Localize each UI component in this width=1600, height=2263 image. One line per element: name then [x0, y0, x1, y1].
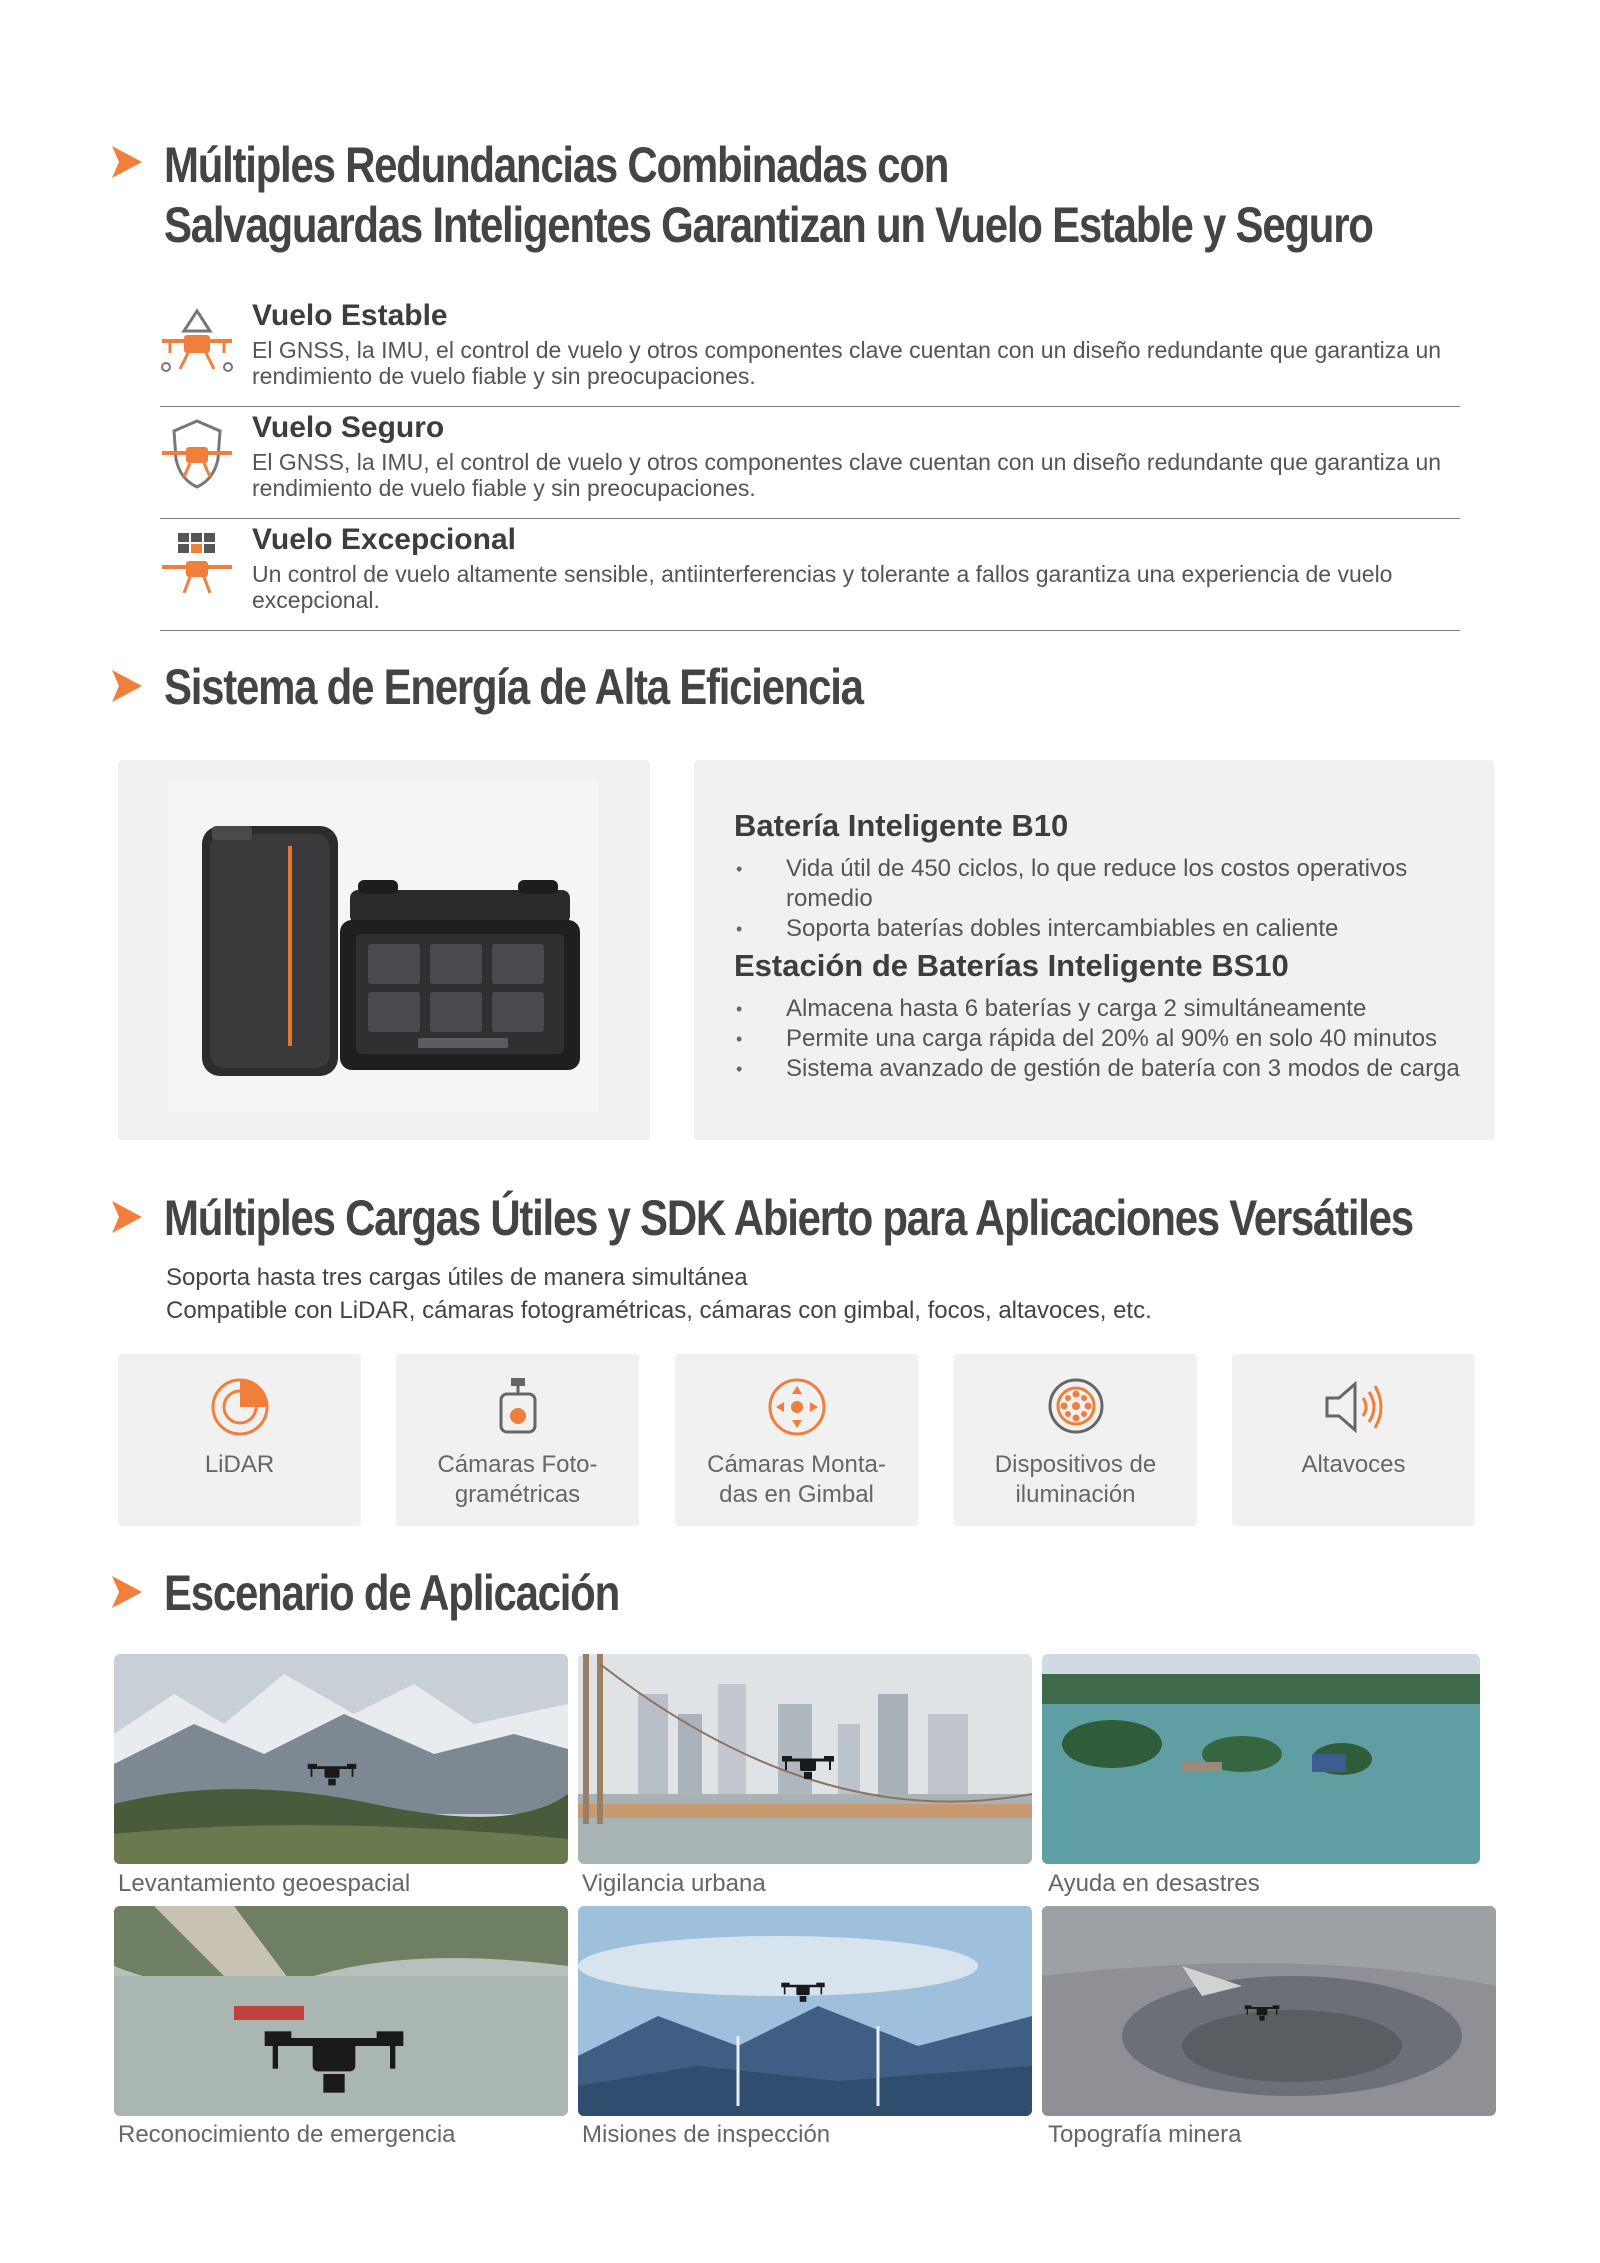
station-bs10-title: Estación de Baterías Inteligente BS10	[734, 948, 1289, 983]
payload-card-gimbal	[675, 1354, 918, 1526]
scene-image-disaster	[1042, 1654, 1480, 1864]
battery-b10-list	[734, 854, 1474, 944]
heading-payloads-text: Múltiples Cargas Útiles y SDK Abierto para Aplicaciones Versátiles	[164, 1190, 1413, 1246]
feature-safe-flight	[160, 409, 1460, 519]
feature-title: Vuelo Excepcional	[252, 523, 516, 556]
scene-caption: Reconocimiento de emergencia	[118, 2121, 456, 2148]
drone-grid-icon	[160, 531, 234, 601]
feature-title: Vuelo Estable	[252, 299, 448, 332]
heading-line-2: Salvaguardas Inteligentes Garantizan un Vuelo Estable y Seguro	[164, 197, 1373, 253]
scene-image-inspection	[578, 1906, 1032, 2116]
heading-scenarios-text: Escenario de Aplicación	[164, 1565, 619, 1621]
drone-stable-icon	[160, 307, 234, 377]
payload-label: Altavoces	[1301, 1451, 1406, 1478]
heading-line-1: Múltiples Redundancias Combinadas con	[164, 137, 949, 193]
feature-stable-flight	[160, 297, 1460, 407]
payload-label: Cámaras Monta- das en Gimbal	[707, 1451, 886, 1508]
payload-card-lidar	[118, 1354, 361, 1526]
scene-caption: Vigilancia urbana	[582, 1870, 766, 1897]
battery-specs-panel	[694, 760, 1494, 1140]
payload-label: Dispositivos de iluminación	[994, 1451, 1157, 1508]
payload-card-speakers	[1232, 1354, 1475, 1526]
payload-subtitle-1: Soporta hasta tres cargas útiles de manera simultánea	[166, 1264, 748, 1291]
orange-arrow-icon	[112, 1201, 142, 1233]
feature-exceptional-flight	[160, 521, 1460, 631]
scene-image-urban	[578, 1654, 1032, 1864]
heading-energy-text: Sistema de Energía de Alta Eficiencia	[164, 659, 863, 715]
scene-caption: Topografía minera	[1048, 2121, 1242, 2148]
battery-product-image	[118, 760, 650, 1140]
feature-description: Un control de vuelo altamente sensible, antiinterferencias y tolerante a fallos garantiza una experiencia de vuelo excepcional.	[252, 561, 1393, 613]
scene-image-geospatial	[114, 1654, 568, 1864]
spotlight-icon	[1045, 1376, 1107, 1438]
payload-label: Cámaras Foto- gramétricas	[437, 1451, 598, 1508]
scene-caption: Misiones de inspección	[582, 2121, 831, 2148]
list-item: • Sistema avanzado de gestión de batería con 3 modos de carga	[734, 1054, 1474, 1084]
orange-arrow-icon	[112, 146, 142, 178]
station-bs10-list	[734, 994, 1474, 1084]
list-item: • Vida útil de 450 ciclos, lo que reduce los costos operativos romedio	[734, 854, 1474, 914]
lidar-icon	[209, 1376, 271, 1438]
payload-label: LiDAR	[204, 1451, 275, 1478]
orange-arrow-icon	[112, 1576, 142, 1608]
feature-title: Vuelo Seguro	[252, 411, 445, 444]
payload-card-lighting	[954, 1354, 1197, 1526]
list-item: • Permite una carga rápida del 20% al 90% en solo 40 minutos	[734, 1024, 1474, 1054]
feature-description: El GNSS, la IMU, el control de vuelo y otros componentes clave cuentan con un diseño redundante que garantiza un rendimiento de vuelo fiable y sin preocupaciones.	[252, 337, 1442, 389]
scene-caption: Ayuda en desastres	[1048, 1870, 1260, 1897]
gimbal-icon	[766, 1376, 828, 1438]
speaker-icon	[1323, 1376, 1385, 1438]
orange-arrow-icon	[112, 670, 142, 702]
list-item: • Soporta baterías dobles intercambiables en caliente	[734, 914, 1474, 944]
drone-shield-icon	[160, 419, 234, 489]
battery-b10-title: Batería Inteligente B10	[734, 808, 1069, 843]
camera-icon	[487, 1376, 549, 1438]
scene-image-mining	[1042, 1906, 1496, 2116]
battery-image-panel	[118, 760, 650, 1140]
payload-card-photogrammetry	[396, 1354, 639, 1526]
feature-description: El GNSS, la IMU, el control de vuelo y otros componentes clave cuentan con un diseño redundante que garantiza un rendimiento de vuelo fiable y sin preocupaciones.	[252, 449, 1442, 501]
list-item: • Almacena hasta 6 baterías y carga 2 simultáneamente	[734, 994, 1474, 1024]
scene-caption: Levantamiento geoespacial	[118, 1870, 411, 1897]
scene-image-emergency	[114, 1906, 568, 2116]
payload-subtitle-2: Compatible con LiDAR, cámaras fotogramétricas, cámaras con gimbal, focos, altavoces, etc.	[166, 1297, 1152, 1324]
